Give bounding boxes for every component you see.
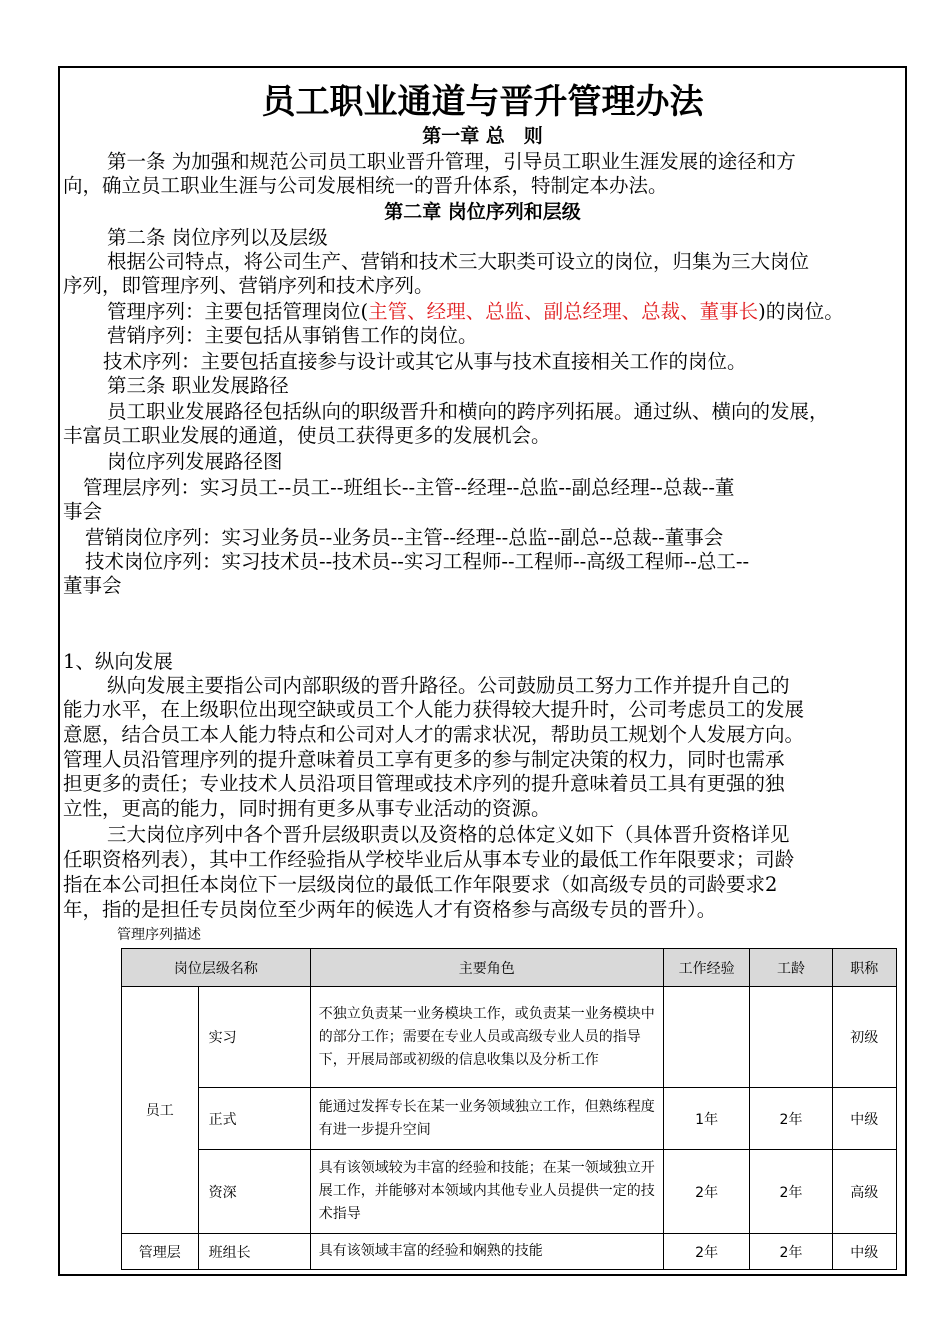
vertical-para-line-3: 意愿，结合员工本人能力特点和公司对人才的需求状况，帮助员工规划个人发展方向。 xyxy=(63,723,805,746)
row-experience: 1年 xyxy=(663,1088,750,1150)
table-row xyxy=(122,1234,897,1270)
vertical-para-line-6: 立性，更高的能力，同时拥有更多从事专业活动的资源。 xyxy=(63,797,551,820)
table-row xyxy=(122,1150,897,1234)
row-tenure: 2年 xyxy=(750,1234,832,1270)
mgmt-positions-highlight: 主管、经理、总监、副总经理、总裁、董事长 xyxy=(368,300,759,323)
mgmt-suffix: )的岗位。 xyxy=(758,300,844,323)
path-sales-line: 营销岗位序列：实习业务员--业务员--主管--经理--总监--副总--总裁--董事会 xyxy=(85,526,724,549)
row-tenure xyxy=(750,987,832,1088)
row-role: 能通过发挥专长在某一业务领域独立工作，但熟练程度有进一步提升空间 xyxy=(310,1088,663,1150)
row-level: 班组长 xyxy=(198,1234,310,1270)
chapter-1-heading: 第一章 总 则 xyxy=(422,125,543,147)
document-title: 员工职业通道与晋升管理办法 xyxy=(261,82,704,122)
document-frame xyxy=(58,66,907,1276)
row-title: 中级 xyxy=(832,1088,896,1150)
row-level: 资深 xyxy=(198,1150,310,1234)
row-tenure: 2年 xyxy=(750,1088,832,1150)
path-diagram-title: 岗位序列发展路径图 xyxy=(107,450,283,473)
tech-sequence-line: 技术序列：主要包括直接参与设计或其它从事与技术直接相关工作的岗位。 xyxy=(103,350,747,373)
article-3-para-line-2: 丰富员工职业发展的通道，使员工获得更多的发展机会。 xyxy=(63,424,551,447)
section-1-heading: 1、纵向发展 xyxy=(63,650,173,673)
article-2-para-line-2: 序列，即管理序列、营销序列和技术序列。 xyxy=(63,274,434,297)
row-title: 中级 xyxy=(832,1234,896,1270)
row-role: 具有该领域较为丰富的经验和技能；在某一领域独立开展工作，并能够对本领域内其他专业人员提供一定的技术指导 xyxy=(310,1150,663,1234)
three-sequences-line-2: 任职资格列表），其中工作经验指从学校毕业后从事本专业的最低工作年限要求；司龄 xyxy=(63,848,795,871)
vertical-para-line-2: 能力水平，在上级职位出现空缺或员工个人能力获得较大提升时，公司考虑员工的发展 xyxy=(63,698,805,721)
row-experience: 2年 xyxy=(663,1234,750,1270)
article-1-line-2: 向，确立员工职业生涯与公司发展相统一的晋升体系，特制定本办法。 xyxy=(63,174,668,197)
table-caption: 管理序列描述 xyxy=(117,927,201,943)
management-sequence-table xyxy=(121,948,897,1270)
three-sequences-line-3: 指在本公司担任本岗位下一层级岗位的最低工作年限要求（如高级专员的司龄要求2 xyxy=(63,873,778,896)
header-work-experience: 工作经验 xyxy=(663,949,750,987)
table-row xyxy=(122,987,897,1088)
article-2-para-line-1: 根据公司特点，将公司生产、营销和技术三大职类可设立的岗位，归集为三大岗位 xyxy=(107,250,810,273)
mgmt-prefix: 管理序列：主要包括管理岗位( xyxy=(107,300,369,323)
row-tenure: 2年 xyxy=(750,1150,832,1234)
three-sequences-line-4: 年，指的是担任专员岗位至少两年的候选人才有资格参与高级专员的晋升）。 xyxy=(63,898,717,921)
header-title: 职称 xyxy=(832,949,896,987)
vertical-para-line-5: 担更多的责任；专业技术人员沿项目管理或技术序列的提升意味着员工具有更强的独 xyxy=(63,772,785,795)
row-experience: 2年 xyxy=(663,1150,750,1234)
table-header-row xyxy=(122,949,897,987)
path-management-line-1: 管理层序列：实习员工--员工--班组长--主管--经理--总监--副总经理--总裁--董 xyxy=(83,476,735,499)
row-level: 实习 xyxy=(198,987,310,1088)
three-sequences-line-1: 三大岗位序列中各个晋升层级职责以及资格的总体定义如下（具体晋升资格详见 xyxy=(107,823,790,846)
article-3-heading: 第三条 职业发展路径 xyxy=(107,374,289,397)
path-tech-line-1: 技术岗位序列：实习技术员--技术员--实习工程师--工程师--高级工程师--总工-- xyxy=(85,550,750,573)
sales-sequence-line: 营销序列：主要包括从事销售工作的岗位。 xyxy=(107,324,478,347)
row-title: 高级 xyxy=(832,1150,896,1234)
row-title: 初级 xyxy=(832,987,896,1088)
vertical-para-line-4: 管理人员沿管理序列的提升意味着员工享有更多的参与制定决策的权力，同时也需承 xyxy=(63,748,785,771)
group-employee: 员工 xyxy=(122,987,199,1234)
row-level: 正式 xyxy=(198,1088,310,1150)
management-sequence-line xyxy=(63,300,902,324)
article-1-line-1: 第一条 为加强和规范公司员工职业晋升管理，引导员工职业生涯发展的途径和方 xyxy=(107,150,796,173)
header-main-role: 主要角色 xyxy=(310,949,663,987)
path-tech-line-2: 董事会 xyxy=(63,574,122,597)
vertical-para-line-1: 纵向发展主要指公司内部职级的晋升路径。公司鼓励员工努力工作并提升自己的 xyxy=(107,674,790,697)
path-management-line-2: 事会 xyxy=(63,500,103,523)
header-level-name: 岗位层级名称 xyxy=(122,949,311,987)
article-3-para-line-1: 员工职业发展路径包括纵向的职级晋升和横向的跨序列拓展。通过纵、横向的发展， xyxy=(107,400,829,423)
row-role: 不独立负责某一业务模块工作，或负责某一业务模块中的部分工作；需要在专业人员或高级专业人员的指导下，开展局部或初级的信息收集以及分析工作 xyxy=(310,987,663,1088)
row-experience xyxy=(663,987,750,1088)
table-row xyxy=(122,1088,897,1150)
header-tenure: 工龄 xyxy=(750,949,832,987)
chapter-2-heading: 第二章 岗位序列和层级 xyxy=(384,201,581,223)
row-role: 具有该领域丰富的经验和娴熟的技能 xyxy=(310,1234,663,1270)
article-2-heading: 第二条 岗位序列以及层级 xyxy=(107,226,328,249)
group-management: 管理层 xyxy=(122,1234,199,1270)
